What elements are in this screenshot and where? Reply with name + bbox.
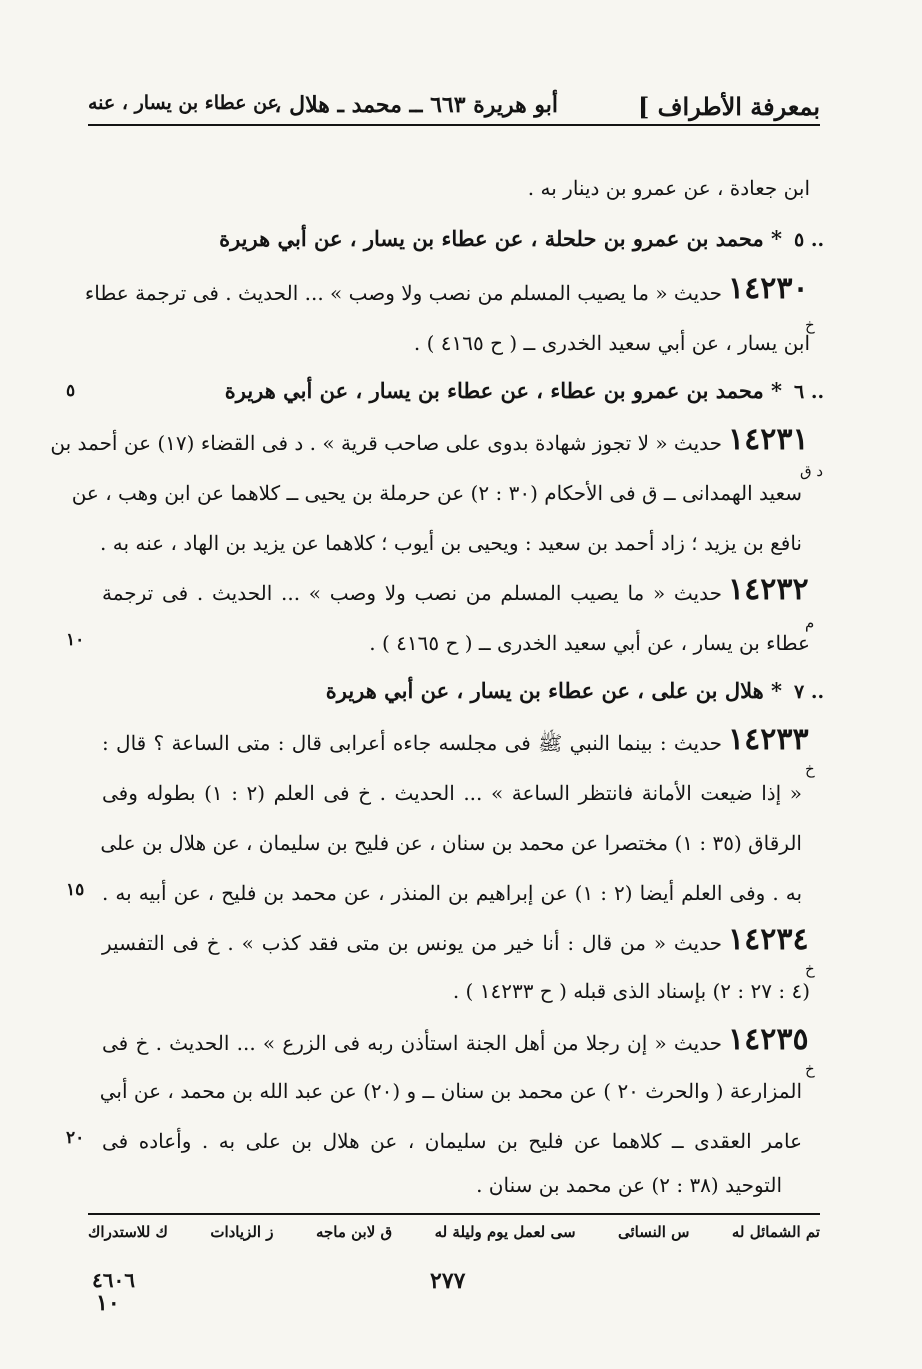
section-mark: ٧ .. [794, 681, 825, 703]
header-chapter: أبو هريرة ٦٦٣ ــ محمد ـ هلال ، [274, 92, 558, 118]
chain-heading: * محمد بن عمرو بن حلحلة ، عن عطاء بن يسار ، عن أبي هريرة [219, 226, 782, 251]
volume-page-ref: ٤٦٠٦ [92, 1268, 135, 1292]
source-code: خ [805, 760, 815, 778]
footnote-item: تم الشمائل له [731, 1223, 820, 1241]
text-line: حديث « من قال : أنا خير من يونس بن متى فقد كذب » . خ فى التفسير [102, 931, 722, 955]
footnote-abbreviations [88, 1223, 820, 1241]
text-line: سعيد الهمدانى ــ ق فى الأحكام (٣٠ : ٢) عن حرملة بن يحيى ــ كلاهما عن ابن وهب ، عن [71, 481, 802, 505]
hadith-number: ١٤٢٣٠ [728, 271, 809, 306]
chain-heading: * هلال بن على ، عن عطاء بن يسار ، عن أبي هريرة [325, 678, 782, 703]
text-line: نافع بن يزيد ؛ زاد أحمد بن سعيد : ويحيى بن أيوب ؛ كلاهما عن يزيد بن الهاد ، عنه به . [100, 531, 802, 555]
section-mark: ٦ .. [794, 381, 825, 403]
source-code: خ [805, 960, 815, 978]
text-line: حديث « ما يصيب المسلم من نصب ولا وصب » ... الحديث . فى ترجمة عطاء [84, 281, 722, 305]
header-book-title: بمعرفة الأطراف ] [637, 92, 820, 121]
text-line: « إذا ضيعت الأمانة فانتظر الساعة » ... الحديث . خ فى العلم (٢ : ١) بطوله وفى [102, 781, 803, 805]
text-line: التوحيد (٣٨ : ٢) عن محمد بن سنان . [476, 1173, 782, 1197]
text-line: به . وفى العلم أيضا (٢ : ١) عن إبراهيم بن المنذر ، عن محمد بن فليح ، عن أبيه به . [102, 881, 803, 905]
section-mark: ٥ .. [794, 229, 825, 251]
margin-line-number: ٥ [66, 381, 76, 401]
text-line: عامر العقدى ــ كلاهما عن فليح بن سليمان ، عن هلال بن على به . وأعاده فى [102, 1129, 802, 1153]
footnote-item: ز الزيادات [210, 1223, 274, 1241]
text-line: الرقاق (٣٥ : ١) مختصرا عن محمد بن سنان ، عن فليح بن سليمان ، عن هلال بن على [100, 831, 802, 855]
margin-line-number: ٢٠ [66, 1128, 85, 1148]
hadith-number: ١٤٢٣١ [728, 422, 809, 457]
footnote-item: ك للاستدراك [88, 1223, 168, 1241]
source-code: د ق [800, 462, 824, 480]
chain-heading: * محمد بن عمرو بن عطاء ، عن عطاء بن يسار ، عن أبي هريرة [224, 378, 782, 403]
margin-line-number: ١٥ [66, 880, 85, 900]
signature-number: ١٠ [96, 1290, 120, 1316]
source-code: م [805, 614, 815, 632]
text-line: حديث « لا تجوز شهادة بدوى على صاحب قرية » . د فى القضاء (١٧) عن أحمد بن [50, 431, 722, 455]
text-line: عطاء بن يسار ، عن أبي سعيد الخدرى ــ ( ح ٤١٦٥ ) . [369, 631, 810, 655]
page-number: ٢٧٧ [430, 1268, 466, 1294]
header-rule [88, 124, 820, 126]
text-line: (٤ : ٢٧ : ٢) بإسناد الذى قبله ( ح ١٤٢٣٣ ) . [452, 979, 810, 1003]
running-header [88, 84, 820, 128]
source-code: خ [805, 1060, 815, 1078]
footnote-item: س النسائى [618, 1223, 690, 1241]
text-line: حديث « إن رجلا من أهل الجنة استأذن ربه فى الزرع » ... الحديث . خ فى [102, 1031, 722, 1055]
text-line: ابن يسار ، عن أبي سعيد الخدرى ــ ( ح ٤١٦٥ ) . [413, 331, 810, 355]
text-line: حديث : بينما النبي ﷺ فى مجلسه جاءه أعرابى قال : متى الساعة ؟ قال : [102, 731, 722, 755]
footnote-item: سى لعمل يوم وليلة له [434, 1223, 576, 1241]
hadith-number: ١٤٢٣٥ [728, 1022, 809, 1057]
hadith-number: ١٤٢٣٢ [728, 572, 809, 607]
text-line: ابن جعادة ، عن عمرو بن دينار به . [527, 176, 810, 200]
source-code: خ [805, 316, 815, 334]
text-line: المزارعة ( والحرث ٢٠ ) عن محمد بن سنان ــ و (٢٠) عن عبد الله بن محمد ، عن أبي [99, 1079, 802, 1103]
footnote-item: ق لابن ماجه [315, 1223, 393, 1241]
hadith-number: ١٤٢٣٤ [728, 922, 809, 957]
text-line: حديث « ما يصيب المسلم من نصب ولا وصب » ... الحديث . فى ترجمة [102, 581, 722, 605]
header-chain: عن عطاء بن يسار ، عنه [88, 92, 279, 114]
footnote-rule [88, 1213, 820, 1215]
hadith-number: ١٤٢٣٣ [728, 722, 809, 757]
margin-line-number: ١٠ [66, 630, 85, 650]
